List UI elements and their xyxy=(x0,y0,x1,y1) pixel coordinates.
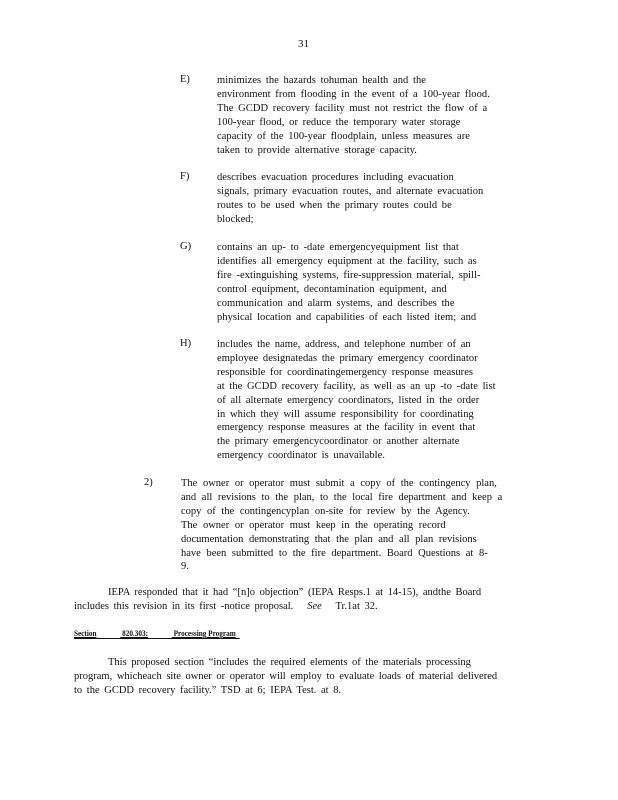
numbered-item-line: copy of the contingencyplan on-site for review by the Agency. xyxy=(181,505,470,517)
item-e-line: capacity of the 100-year floodplain, unless measures are xyxy=(217,130,470,142)
page-number: 31 xyxy=(298,38,309,50)
numbered-item-text xyxy=(181,477,511,574)
item-text-h xyxy=(217,338,507,463)
numbered-item-line: documentation demonstrating that the plan and all plan revisions xyxy=(181,533,477,545)
item-h-line: responsible for coordinatingemergency response measures xyxy=(217,366,474,378)
item-g-line: physical location and capabilities of each listed item; and xyxy=(217,311,477,323)
item-h-line: emergency response measures at the facility in event that xyxy=(217,422,476,434)
item-f-line: blocked; xyxy=(217,213,254,225)
numbered-item-line: The owner or operator must submit a copy of the contingency plan, xyxy=(181,478,497,489)
item-text-e xyxy=(217,74,507,157)
paragraph-line: to the GCDD recovery facility.” TSD at 6; IEPA Test. at 8. xyxy=(74,685,342,696)
item-e-line: The GCDD recovery facility must not restrict the flow of a xyxy=(217,102,488,114)
section-number: 820.303: xyxy=(122,628,148,638)
item-h-line: the primary emergencycoordinator or another alternate xyxy=(217,436,460,448)
item-e-line: 100-year flood, or reduce the temporary water storage xyxy=(217,116,461,128)
item-f-line: describes evacuation procedures including evacuation xyxy=(217,172,454,183)
item-e-line: minimizes the hazards tohuman health and the xyxy=(217,75,426,86)
item-letter-f: F) xyxy=(180,171,190,182)
paragraph-line xyxy=(74,601,378,612)
item-g-line: control equipment, decontamination equipment, and xyxy=(217,283,447,295)
item-text-f xyxy=(217,171,507,227)
numbered-item-line: have been submitted to the fire department. Board Questions at 8- xyxy=(181,547,488,559)
numbered-item-line: 9. xyxy=(181,561,189,573)
numbered-item-line: The owner or operator must keep in the operating record xyxy=(181,519,446,531)
item-e-line: taken to provide alternative storage capacity. xyxy=(217,144,417,156)
item-f-line: signals, primary evacuation routes, and alternate evacuation xyxy=(217,185,484,197)
section-label: Section xyxy=(74,628,97,638)
item-h-line: of all alternate emergency coordinators, listed in the order xyxy=(217,394,480,406)
item-h-line: emergency coordinator is unavailable. xyxy=(217,450,386,462)
numbered-item-line: and all revisions to the plan, to the local fire department and keep a xyxy=(181,491,503,503)
item-letter-e: E) xyxy=(180,74,190,85)
item-h-line: in which they will assume responsibility for coordinating xyxy=(217,408,474,420)
item-g-line: communication and alarm systems, and describes the xyxy=(217,297,455,309)
item-letter-g: G) xyxy=(180,241,192,252)
paragraph-text: includes this revision in its first -notice proposal. xyxy=(74,601,294,612)
transcript-citation: Tr.1at 32. xyxy=(335,601,378,612)
item-h-line: employee designatedas the primary emergency coordinator xyxy=(217,352,478,364)
paragraph-line: IEPA responded that it had “[n]o objection” (IEPA Resps.1 at 14-15), andthe Board xyxy=(108,587,482,598)
section-heading xyxy=(74,628,240,639)
item-letter-h: H) xyxy=(180,338,192,349)
item-h-line: at the GCDD recovery facility, as well as an up -to -date list xyxy=(217,380,496,392)
item-e-line: environment from flooding in the event of a 100-year flood. xyxy=(217,88,490,100)
numbered-item-marker: 2) xyxy=(144,477,153,488)
item-g-line: identifies all emergency equipment at the facility, such as xyxy=(217,255,477,267)
item-g-line: contains an up- to -date emergencyequipment list that xyxy=(217,242,459,253)
see-signal: See xyxy=(307,601,322,612)
item-text-g xyxy=(217,241,507,324)
item-h-line: includes the name, address, and telephone number of an xyxy=(217,339,471,350)
section-title: Processing Program xyxy=(173,628,236,638)
paragraph-line: program, whicheach site owner or operator will employ to evaluate loads of material delivered xyxy=(74,671,498,682)
item-g-line: fire -extinguishing systems, fire-suppression material, spill- xyxy=(217,269,481,281)
paragraph-line: This proposed section “includes the required elements of the materials processing xyxy=(108,657,471,668)
item-f-line: routes to be used when the primary routes could be xyxy=(217,199,452,211)
